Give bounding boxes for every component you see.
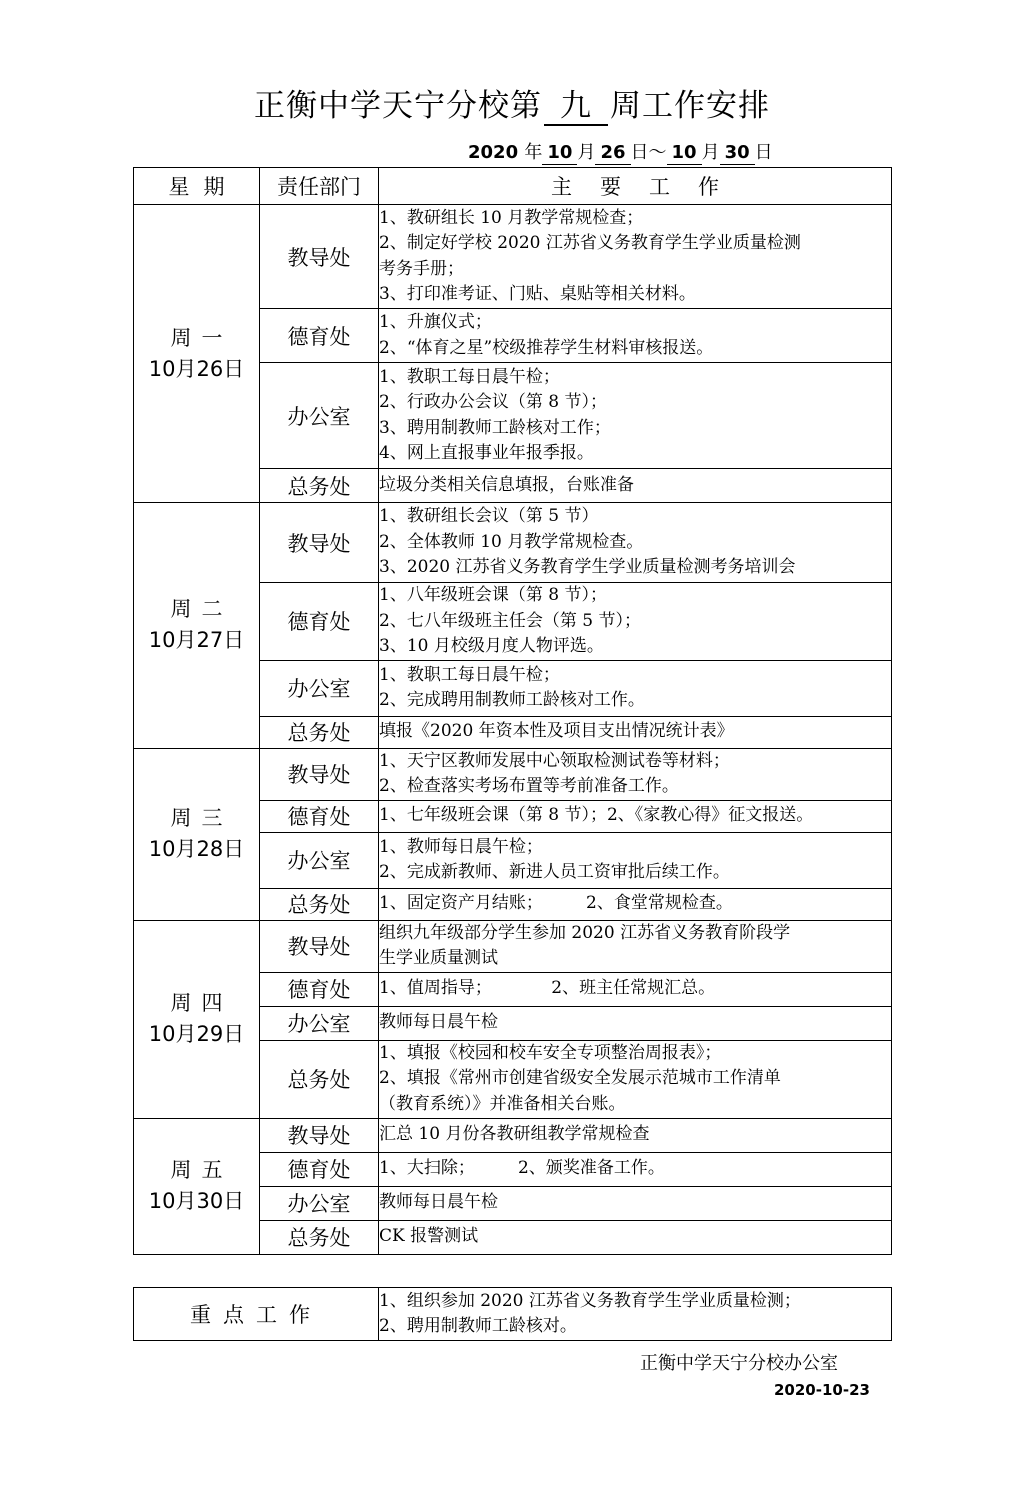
work-cell [379, 1118, 892, 1152]
work-line: 填报《2020 年资本性及项目支出情况统计表》 [379, 721, 734, 742]
dept-cell: 教导处 [260, 920, 379, 972]
dept-cell: 办公室 [260, 1186, 379, 1220]
dept-cell: 德育处 [260, 309, 379, 363]
schedule-body [134, 205, 892, 1255]
work-line: 考务手册； [379, 258, 464, 279]
schedule-row [134, 748, 892, 800]
work-line: 教师每日晨午检 [379, 1192, 498, 1213]
work-line: 2、全体教师 10 月教学常规检查。 [379, 531, 644, 552]
work-line: 1、固定资产月结账； 2、食堂常规检查。 [379, 893, 733, 914]
work-line: 2、完成新教师、新进人员工资审批后续工作。 [379, 862, 730, 882]
work-line: 2、行政办公会议（第 8 节）； [379, 392, 607, 412]
work-cell [379, 363, 892, 469]
work-line: 3、10 月校级月度人物评选。 [379, 636, 604, 656]
work-line: 1、填报《校园和校车安全专项整治周报表》； [379, 1042, 722, 1063]
work-cell [379, 920, 892, 972]
title-week-number: 九 [544, 88, 608, 126]
schedule-row [134, 920, 892, 972]
dept-cell: 总务处 [260, 716, 379, 748]
work-cell [379, 1152, 892, 1186]
key-work-line: 2、聘用制教师工龄核对。 [379, 1316, 577, 1336]
date-day-unit: 日～ [630, 142, 667, 163]
work-line: 2、“体育之星”校级推荐学生材料审核报送。 [379, 337, 714, 358]
key-work-row [134, 1288, 892, 1341]
day-date: 10月27日 [148, 628, 245, 653]
dept-cell: 德育处 [260, 1152, 379, 1186]
key-work-label: 重点工作 [134, 1288, 379, 1341]
header-work: 主要工作 [379, 168, 892, 205]
work-cell [379, 660, 892, 716]
day-date: 10月26日 [148, 356, 245, 381]
day-name: 周三 [170, 806, 233, 830]
work-cell [379, 469, 892, 503]
work-line: CK 报警测试 [379, 1226, 479, 1247]
dept-cell: 德育处 [260, 583, 379, 661]
work-line: 1、教职工每日晨午检； [379, 664, 560, 685]
date-end-day: 30 [720, 142, 755, 165]
day-cell [134, 748, 260, 920]
work-cell [379, 1186, 892, 1220]
day-name: 周二 [170, 597, 233, 622]
dept-cell: 办公室 [260, 363, 379, 469]
dept-cell: 办公室 [260, 832, 379, 888]
work-line: 2、七八年级班主任会（第 5 节）； [379, 610, 641, 631]
work-cell [379, 972, 892, 1006]
dept-cell: 办公室 [260, 1006, 379, 1040]
work-cell [379, 205, 892, 309]
dept-cell: 办公室 [260, 660, 379, 716]
work-line: 1、八年级班会课（第 8 节）； [379, 585, 607, 605]
day-name: 周五 [170, 1158, 233, 1182]
work-line: 1、升旗仪式； [379, 312, 492, 332]
dept-cell: 教导处 [260, 748, 379, 800]
work-cell [379, 800, 892, 832]
schedule-row [134, 1118, 892, 1152]
work-line: 2、完成聘用制教师工龄核对工作。 [379, 690, 645, 710]
dept-cell: 总务处 [260, 469, 379, 503]
day-date: 10月28日 [148, 837, 245, 861]
work-cell [379, 748, 892, 800]
day-name: 周一 [170, 325, 233, 350]
work-line: 生学业质量测试 [379, 948, 498, 968]
work-cell [379, 503, 892, 583]
day-cell [134, 920, 260, 1118]
date-end-month: 10 [667, 142, 702, 165]
day-cell [134, 205, 260, 503]
day-cell [134, 1118, 260, 1254]
work-line: 1、教职工每日晨午检； [379, 366, 560, 387]
work-line: 1、天宁区教师发展中心领取检测试卷等材料； [379, 750, 730, 771]
work-line: 3、聘用制教师工龄核对工作； [379, 417, 611, 438]
dept-cell: 德育处 [260, 800, 379, 832]
date-year: 2020 [468, 142, 519, 163]
date-year-unit: 年 [524, 142, 543, 163]
day-name: 周四 [170, 991, 233, 1015]
day-cell [134, 503, 260, 749]
day-date: 10月29日 [148, 1022, 245, 1046]
dept-cell: 总务处 [260, 888, 379, 920]
work-cell [379, 716, 892, 748]
work-cell [379, 1006, 892, 1040]
key-work-content [379, 1288, 892, 1341]
work-line: （教育系统）》并准备相关台账。 [379, 1093, 626, 1114]
dept-cell: 德育处 [260, 972, 379, 1006]
work-line: 2、检查落实考场布置等考前准备工作。 [379, 776, 679, 796]
work-line: 1、值周指导； 2、班主任常规汇总。 [379, 978, 716, 999]
work-cell [379, 1220, 892, 1254]
key-work-table [133, 1287, 892, 1341]
dept-cell: 总务处 [260, 1040, 379, 1118]
header-dept: 责任部门 [260, 168, 379, 205]
day-date: 10月30日 [148, 1189, 245, 1213]
work-line: 教师每日晨午检 [379, 1012, 498, 1033]
work-line: 2、制定好学校 2020 江苏省义务教育学生学业质量检测 [379, 233, 801, 253]
schedule-row [134, 205, 892, 309]
date-end-day-unit: 日 [754, 142, 773, 163]
work-line: 1、教师每日晨午检； [379, 836, 543, 857]
footer-org: 正衡中学天宁分校办公室 [640, 1353, 838, 1374]
date-start-day: 26 [595, 142, 630, 165]
work-cell [379, 583, 892, 661]
header-row [134, 168, 892, 205]
work-line: 1、七年级班会课（第 8 节）；2、《家教心得》征文报送。 [379, 805, 814, 826]
dept-cell: 总务处 [260, 1220, 379, 1254]
header-day: 星期 [134, 168, 260, 205]
work-cell [379, 888, 892, 920]
work-cell [379, 832, 892, 888]
work-line: 组织九年级部分学生参加 2020 江苏省义务教育阶段学 [379, 922, 791, 943]
work-line: 垃圾分类相关信息填报，台账准备 [379, 474, 634, 495]
title-suffix: 周工作安排 [610, 88, 770, 124]
key-work-line: 1、组织参加 2020 江苏省义务教育学生学业质量检测； [379, 1290, 801, 1311]
work-line: 4、网上直报事业年报季报。 [379, 443, 594, 463]
dept-cell: 教导处 [260, 1118, 379, 1152]
work-line: 1、大扫除； 2、颁奖准备工作。 [379, 1158, 665, 1179]
footer-date: 2020-10-23 [774, 1381, 870, 1399]
dept-cell: 教导处 [260, 205, 379, 309]
schedule-table [133, 167, 892, 1255]
work-line: 2、填报《常州市创建省级安全发展示范城市工作清单 [379, 1068, 781, 1089]
work-cell [379, 309, 892, 363]
dept-cell: 教导处 [260, 503, 379, 583]
work-cell [379, 1040, 892, 1118]
work-line: 3、2020 江苏省义务教育学生学业质量检测考务培训会 [379, 557, 796, 578]
schedule-row [134, 503, 892, 583]
work-line: 1、教研组长 10 月教学常规检查； [379, 207, 644, 228]
date-end-month-unit: 月 [701, 142, 720, 163]
work-line: 3、打印准考证、门贴、桌贴等相关材料。 [379, 284, 696, 304]
date-month-unit: 月 [577, 142, 596, 163]
work-line: 汇总 10 月份各教研组教学常规检查 [379, 1124, 650, 1145]
page-title [0, 80, 1024, 126]
title-prefix: 正衡中学天宁分校第 [254, 88, 542, 124]
date-range [468, 138, 773, 165]
date-start-month: 10 [542, 142, 577, 165]
work-line: 1、教研组长会议（第 5 节） [379, 506, 599, 527]
